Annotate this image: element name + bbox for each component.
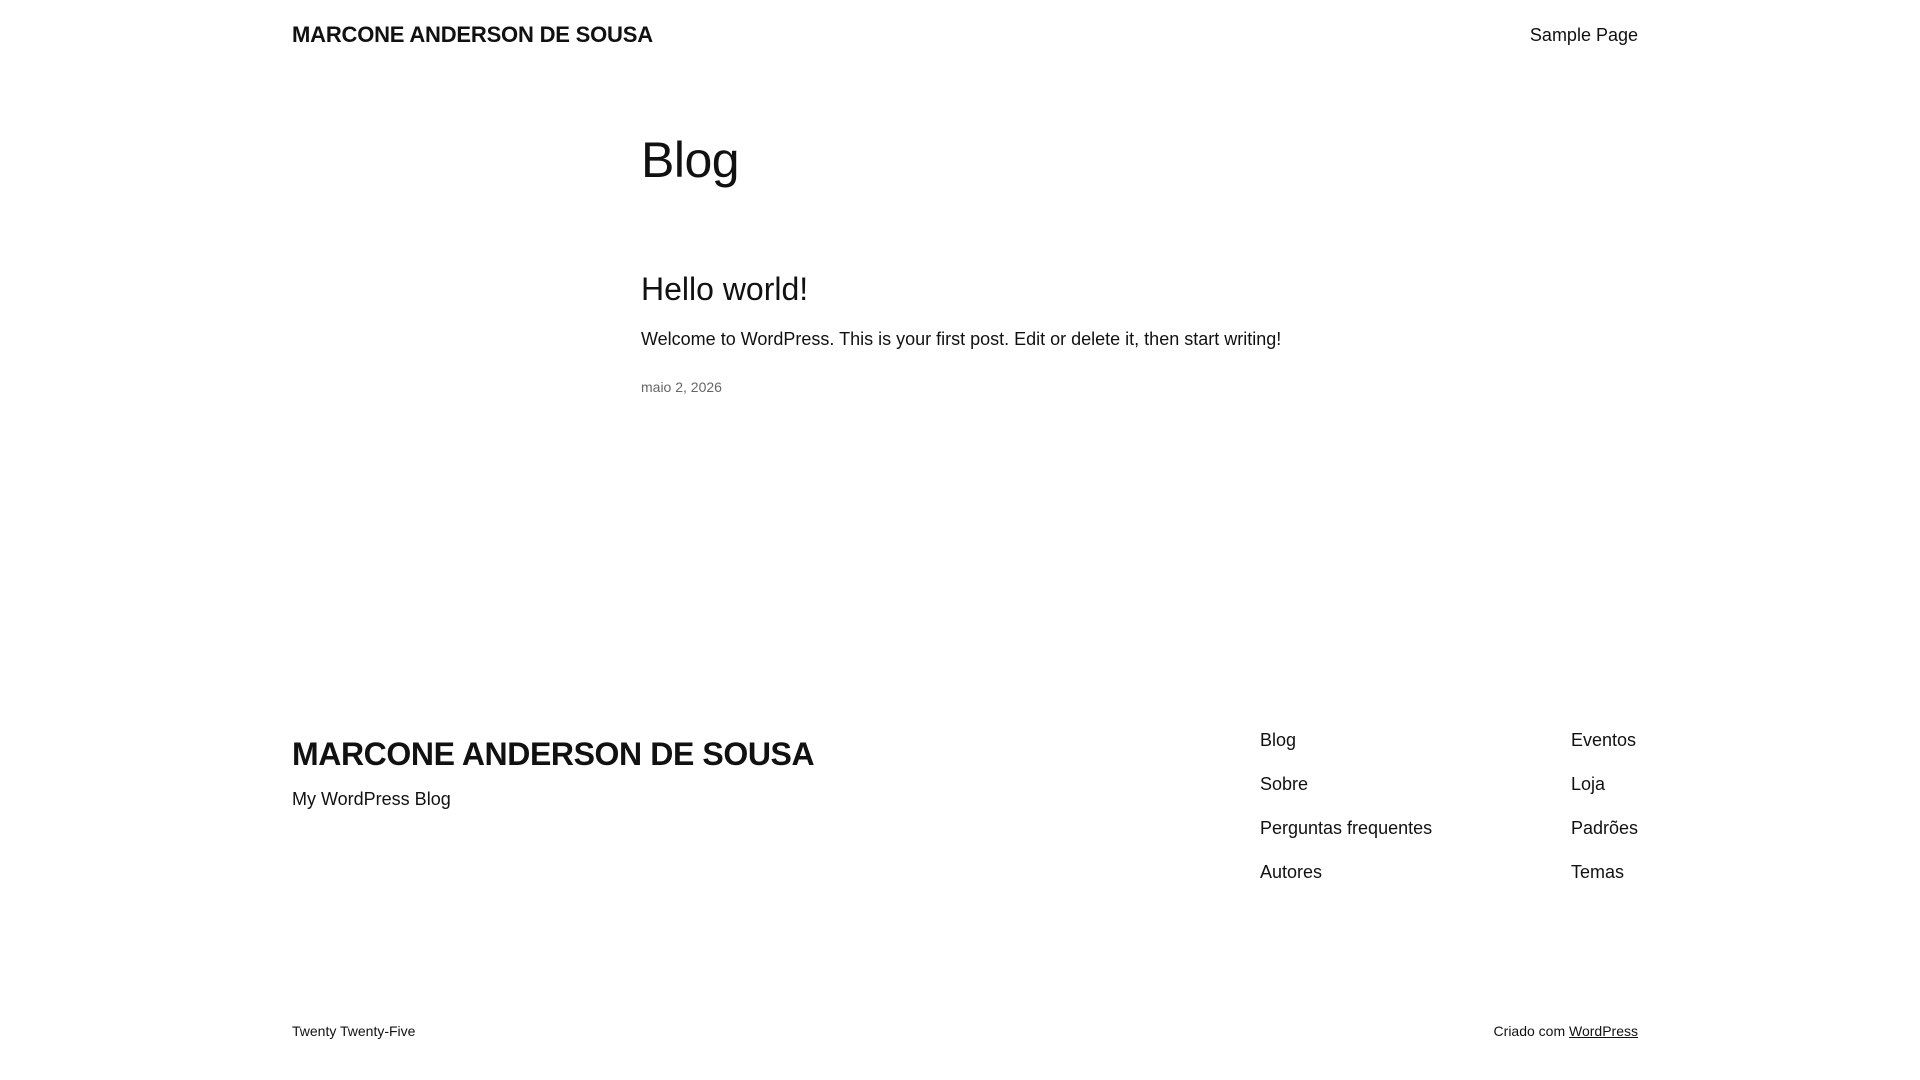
post-item <box>641 270 1341 395</box>
footer-nav-column-2 <box>1571 728 1638 904</box>
site-header <box>292 0 1638 70</box>
wordpress-link[interactable]: WordPress <box>1569 1023 1638 1039</box>
footer-nav-column-1 <box>1260 728 1432 904</box>
site-title-link[interactable]: MARCONE ANDERSON DE SOUSA <box>292 22 653 47</box>
footer-nav-autores[interactable]: Autores <box>1260 862 1323 882</box>
footer-nav-eventos[interactable]: Eventos <box>1570 730 1636 750</box>
footer-nav-sobre[interactable]: Sobre <box>1260 774 1309 794</box>
post-title-link[interactable]: Hello world! <box>641 271 809 307</box>
footer-nav-temas[interactable]: Temas <box>1570 862 1624 882</box>
site-footer <box>292 728 1638 882</box>
footer-nav-padroes[interactable]: Padrões <box>1570 818 1638 838</box>
powered-by-prefix: Criado com <box>1493 1023 1570 1039</box>
powered-by <box>1494 1023 1638 1039</box>
footer-site-title[interactable]: MARCONE ANDERSON DE SOUSA <box>292 736 815 772</box>
page-title: Blog <box>641 132 740 188</box>
footer-tagline: My WordPress Blog <box>292 789 451 810</box>
header-nav <box>1530 25 1638 46</box>
main-content <box>641 130 1341 395</box>
nav-item-sample-page[interactable]: Sample Page <box>1529 24 1638 45</box>
footer-bottom-bar <box>292 1023 1638 1039</box>
footer-nav-perguntas-frequentes[interactable]: Perguntas frequentes <box>1260 818 1433 838</box>
post-excerpt: Welcome to WordPress. This is your first post. Edit or delete it, then start writing! <box>641 329 1282 350</box>
footer-nav-loja[interactable]: Loja <box>1570 774 1605 794</box>
footer-nav-blog[interactable]: Blog <box>1260 730 1297 750</box>
footer-brand <box>292 735 1638 810</box>
theme-credit: Twenty Twenty-Five <box>292 1023 416 1039</box>
post-date[interactable]: maio 2, 2026 <box>641 379 722 396</box>
